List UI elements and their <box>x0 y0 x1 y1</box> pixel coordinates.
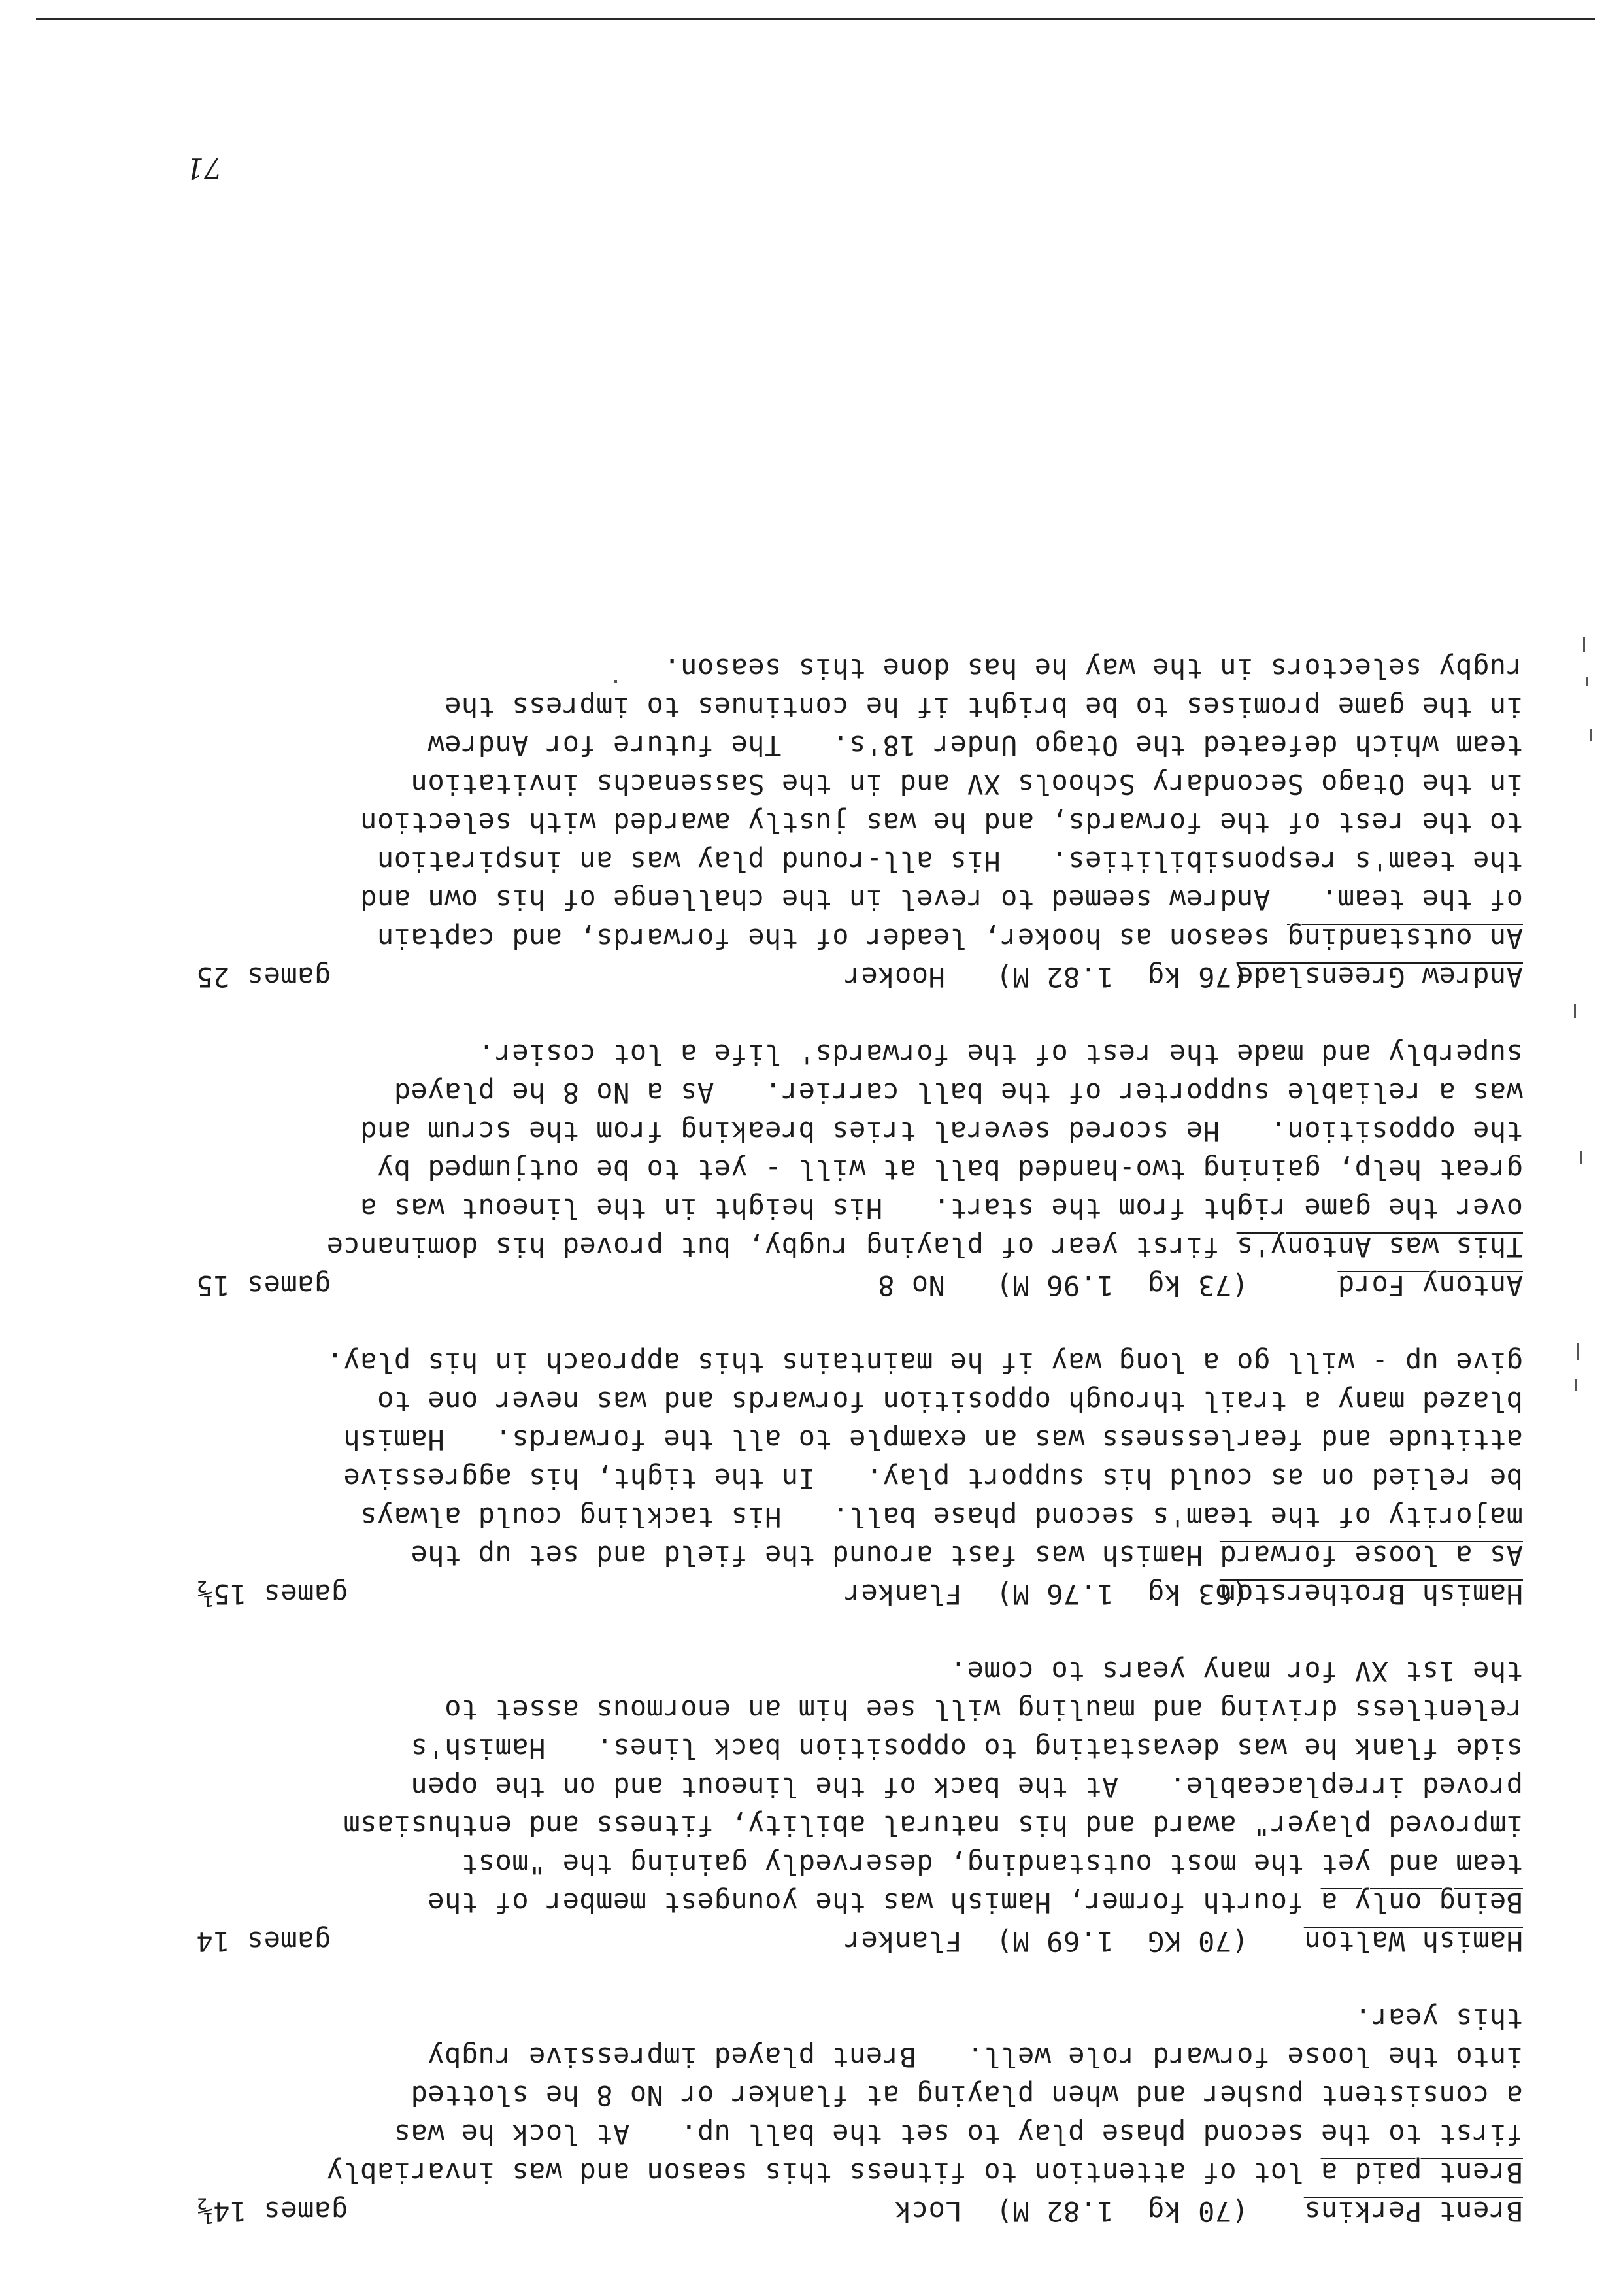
underlined-lead: An outstanding <box>1286 922 1523 954</box>
entry-spacer <box>111 1961 1523 1999</box>
player-name: Antony Ford <box>1337 1270 1523 1302</box>
underlined-lead: This was Antony's <box>1236 1231 1523 1263</box>
body-line: of the team. Andrew seemed to revel in the challenge of his own and <box>359 884 1523 916</box>
line-text: first year of playing rugby, but proved his dominance <box>326 1231 1237 1263</box>
document-body <box>111 649 1523 2231</box>
body-line: relentless driving and mauling will see him an enormous asset to <box>444 1694 1523 1726</box>
player-stats: (73 kg 1.96 M) No 8 <box>877 1270 1248 1302</box>
player-header <box>111 1575 1523 1613</box>
player-name: Hamish Walton <box>1303 1925 1523 1957</box>
entry-spacer <box>111 1613 1523 1652</box>
line-text: fourth former, Hamish was the youngest member of the <box>427 1887 1321 1919</box>
games-count: games 14½ <box>196 2195 348 2227</box>
player-name: Brent Perkins <box>1303 2195 1523 2227</box>
body-line: first to the second phase play to set the ball up. At lock he was <box>393 2118 1523 2150</box>
body-line: proved irreplaceable. At the back of the lineout and on the open <box>410 1771 1523 1803</box>
body-line: great help, gaining two-handed ball at will - yet to be outjumped by <box>376 1154 1523 1186</box>
body-line: this year. <box>1354 2002 1523 2034</box>
line-text: lot of attention to fitness this season and was invariably <box>326 2157 1321 2189</box>
entry-spacer <box>111 1305 1523 1343</box>
body-line: the 1st XV for many years to come. <box>950 1655 1523 1687</box>
body-line: in the game promises to be bright if he continues to impress the <box>444 691 1523 723</box>
player-header <box>111 958 1523 996</box>
body-line: team which defeated the Otago Under 18's. The future for Andrew <box>427 730 1523 762</box>
games-count: games 15 <box>196 1270 331 1302</box>
body-line: superbly and made the rest of the forwards' life a lot cosier. <box>478 1038 1523 1070</box>
underlined-lead: As a loose forward <box>1219 1540 1523 1572</box>
player-stats: (70 kg 1.82 M) Lock <box>894 2195 1248 2227</box>
body-line: was a reliable supporter of the ball carrier. As a No 8 he played <box>393 1077 1523 1109</box>
underlined-lead: Being only a <box>1320 1887 1523 1919</box>
body-line <box>111 1536 1523 1575</box>
body-line <box>111 1883 1523 1922</box>
body-line: give up - will go a long way if he maintains this approach in his play. <box>326 1347 1523 1379</box>
player-name: Hamish Brotherston <box>1219 1578 1523 1610</box>
player-entry <box>111 1961 1523 2231</box>
player-header <box>111 2192 1523 2231</box>
player-entry <box>111 1305 1523 1613</box>
line-text: Hamish was fast around the field and set up the <box>410 1540 1220 1572</box>
body-line <box>111 919 1523 958</box>
body-line: the opposition. He scored several tries breaking from the scrum and <box>359 1115 1523 1147</box>
player-header <box>111 1266 1523 1305</box>
body-line: improved player" award and his natural ability, fitness and enthusiasm <box>343 1810 1523 1842</box>
player-header <box>111 1922 1523 1961</box>
body-line: to the rest of the forwards, and he was justly awarded with selection <box>359 807 1523 839</box>
player-entry <box>111 649 1523 996</box>
body-line: in the Otago Secondary Schools XV and in the Sassenachs invitation <box>410 768 1523 800</box>
games-count: games 15½ <box>196 1578 348 1610</box>
body-line: majority of the team's second phase ball. His tackling could always <box>359 1501 1523 1533</box>
player-entry <box>111 996 1523 1305</box>
line-text: season as hooker, leader of the forwards, and captain <box>376 922 1287 954</box>
body-line: side flank he was devastating to opposition back lines. Hamish's <box>410 1732 1523 1764</box>
body-line: rugby selectors in the way he has done this season. <box>663 652 1523 684</box>
body-line: over the game right from the start. His height in the lineout was a <box>359 1192 1523 1224</box>
body-line: blazed many a trail through opposition forwards and was never one to <box>376 1385 1523 1417</box>
player-stats: (70 KG 1.69 M) Flanker <box>844 1925 1248 1957</box>
games-count: games 14 <box>196 1925 331 1957</box>
body-line: into the loose forward role well. Brent played impressive rugby <box>427 2041 1523 2073</box>
body-line: a consistent pusher and when playing at flanker or No 8 he slotted <box>410 2080 1523 2112</box>
body-line: the team's responsibilities. His all-round play was an inspiration <box>376 845 1523 877</box>
body-line <box>111 1228 1523 1266</box>
underlined-lead: Brent paid a <box>1320 2157 1523 2189</box>
page-number: 71 <box>186 151 222 184</box>
body-line: be relied on as could his support play. In the tight, his aggressive <box>343 1462 1523 1494</box>
player-stats: (63 kg 1.76 M) Flanker <box>844 1578 1248 1610</box>
games-count: games 25 <box>196 961 331 993</box>
body-line <box>111 2153 1523 2192</box>
player-name: Andrew Greenslade <box>1236 961 1523 993</box>
body-line: attitude and fearlessness was an example to all the forwards. Hamish <box>343 1424 1523 1456</box>
player-stats: (76 kg 1.82 M) Hooker <box>844 961 1248 993</box>
body-line: team and yet the most outstanding, deservedly gaining the "most <box>461 1848 1523 1880</box>
player-entry <box>111 1613 1523 1961</box>
entry-spacer <box>111 996 1523 1035</box>
